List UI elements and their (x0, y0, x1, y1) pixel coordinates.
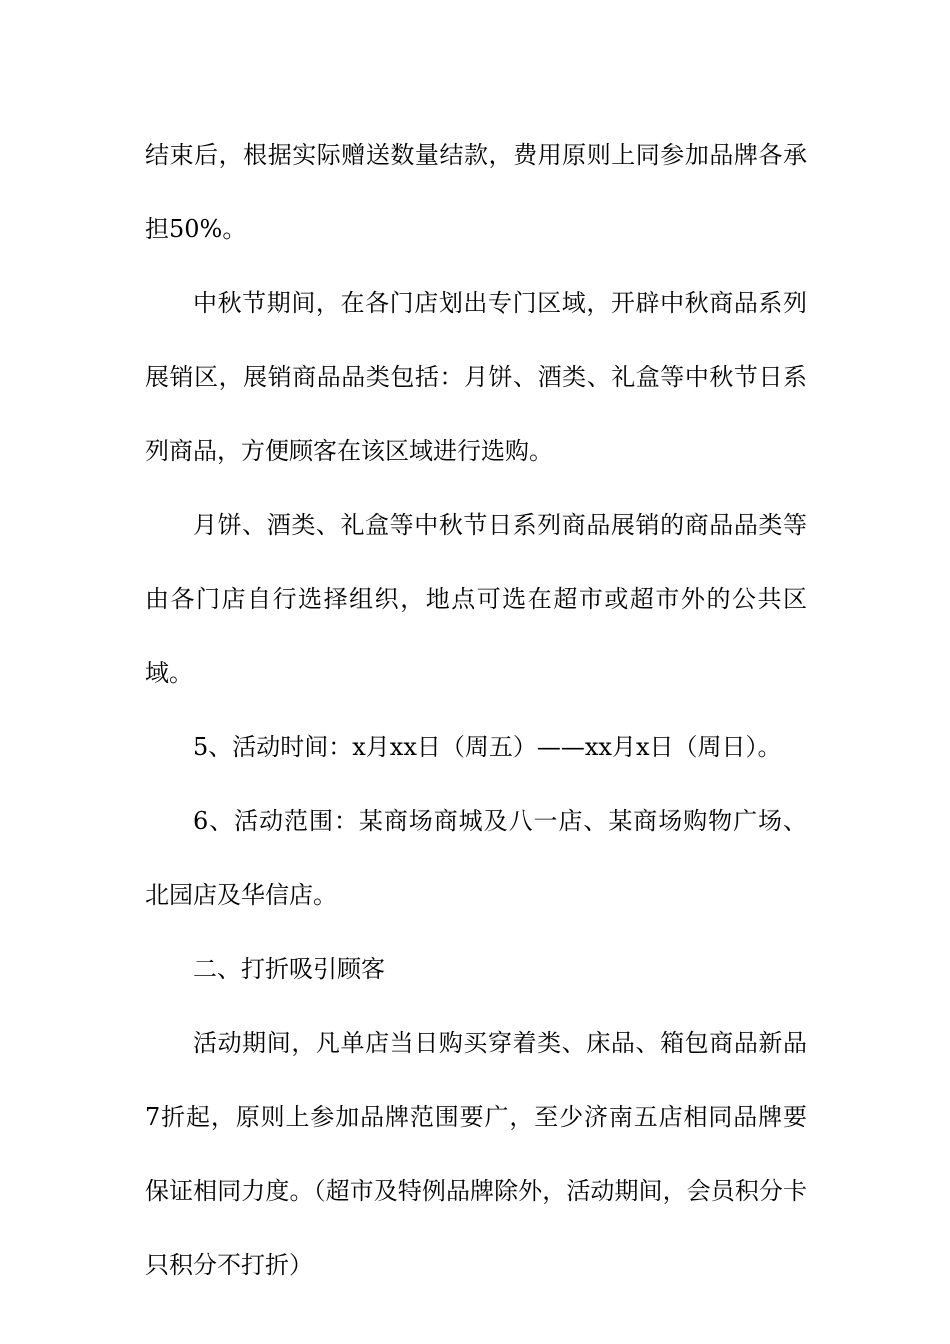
paragraph-activity-scope: 6、活动范围：某商场商城及八一店、某商场购物广场、北园店及华信店。 (145, 807, 807, 909)
paragraph-activity-time: 5、活动时间：x月xx日（周五）——xx月x日（周日）。 (193, 733, 782, 761)
paragraph-display-area: 中秋节期间，在各门店划出专门区域，开辟中秋商品系列展销区，展销商品品类包括：月饼、酒类、礼盒等中秋节日系列商品，方便顾客在该区域进行选购。 (145, 289, 807, 465)
paragraph-settlement: 结束后，根据实际赠送数量结款，费用原则上同参加品牌各承担50%。 (145, 141, 807, 243)
paragraph-discount-details: 活动期间，凡单店当日购买穿着类、床品、箱包商品新品7折起，原则上参加品牌范围要广，至少济南五店相同品牌要保证相同力度。（超市及特例品牌除外，活动期间，会员积分卡只积分不打折） (145, 1029, 807, 1279)
paragraph-product-categories: 月饼、酒类、礼盒等中秋节日系列商品展销的商品品类等由各门店自行选择组织，地点可选在超市或超市外的公共区域。 (145, 511, 807, 687)
section-heading-discount: 二、打折吸引顾客 (193, 955, 385, 983)
document-body (145, 118, 807, 1302)
